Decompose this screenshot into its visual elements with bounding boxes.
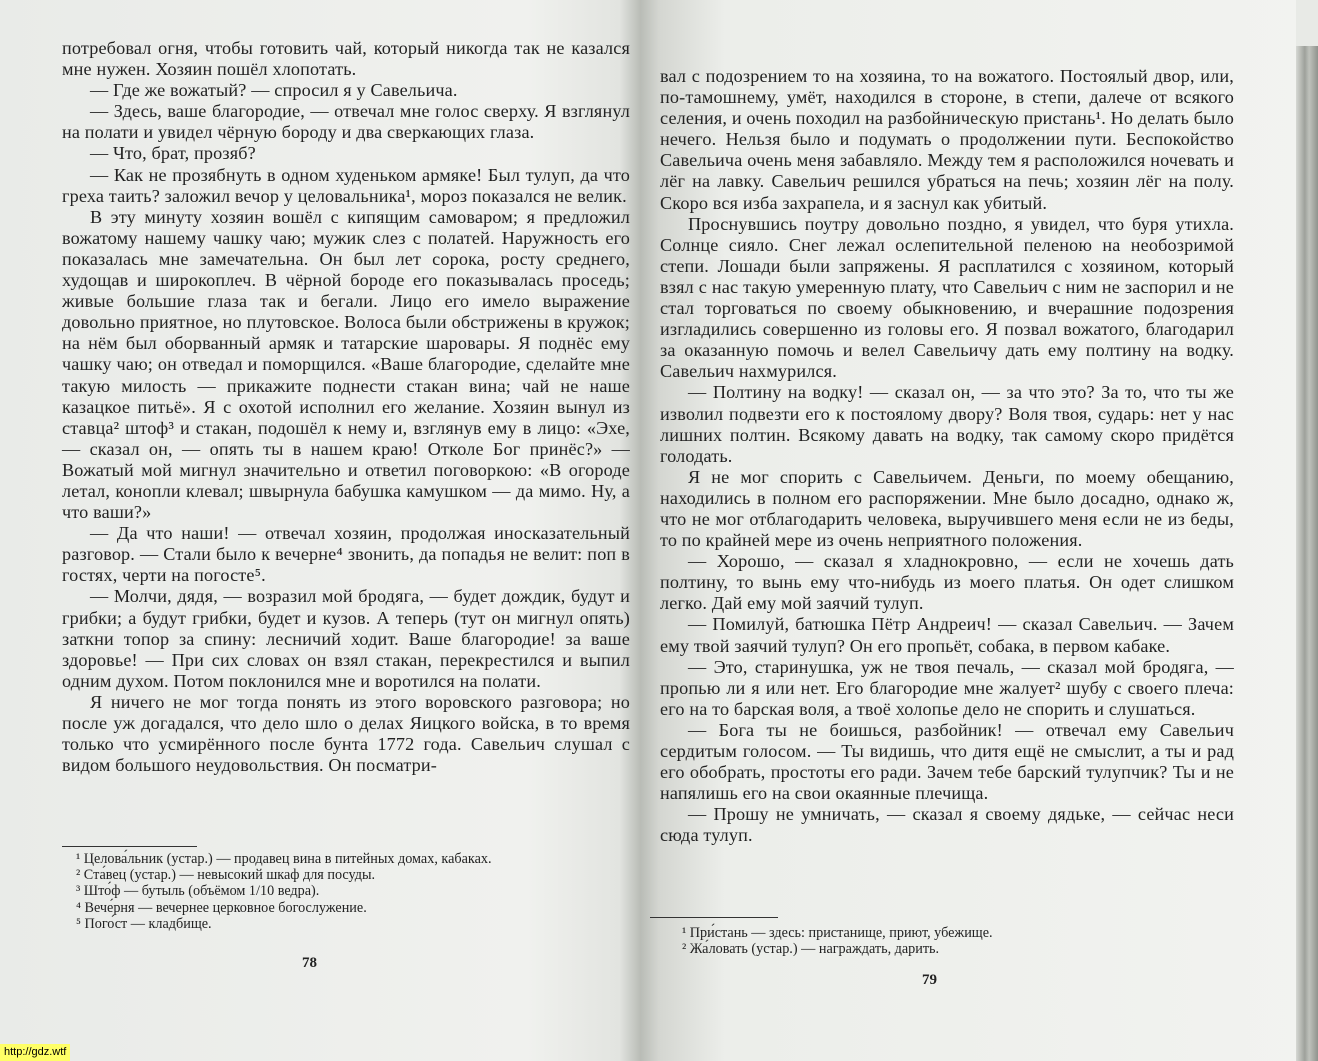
paragraph: — Полтину на водку! — сказал он, — за что это? За то, что ты же изволил подвезти его к постоялому двору? Воля твоя, сударь: нет у нас лишних полтин. Всякому давать на водку, так самому скоро придётся голодать. bbox=[660, 382, 1234, 466]
footnote: ² Жа́ловать (устар.) — награждать, дарить. bbox=[682, 941, 940, 958]
right-page-text bbox=[660, 66, 1234, 846]
paragraph: — Как не прозябнуть в одном худеньком армяке! Был тулуп, да что греха таить? заложил вечор у целовальника¹, мороз показался не велик. bbox=[62, 164, 630, 206]
paragraph: В эту минуту хозяин вошёл с кипящим самоваром; я предложил вожатому нашему чашку чаю; мужик слез с полатей. Наружность его показалась мне замечательна. Он был лет сорока, росту среднего, худощав и широкоплеч. В чёрной бороде его показывалась проседь; живые большие глаза так и бегали. Лицо его имело выражение довольно приятное, но плутовское. Волоса были обстрижены в кружок; на нём был оборванный армяк и татарские шаровары. Я поднёс ему чашку чаю; он отведал и поморщился. «Ваше благородие, сделайте мне такую милость — прикажите поднести стакан вина; чай не наше казацкое питьё». Я с охотой исполнил его желание. Хозяин вынул из ставца² штоф³ и стакан, подошёл к нему и, взглянув ему в лицо: «Эхе, — сказал он, — опять ты в нашем краю! Отколе Бог принёс?» — Вожатый мой мигнул значительно и ответил поговоркою: «В огороде летал, конопли клевал; швырнула бабушка камушком — да мимо. Ну, а что ваши?» bbox=[62, 206, 630, 523]
left-page bbox=[0, 0, 648, 1061]
paragraph: Я ничего не мог тогда понять из этого воровского разговора; но после уж догадался, что дело шло о делах Яицкого войска, в то время только что усмирённого после бунта 1772 года. Савельич слушал с видом большого неудовольствия. Он посматри- bbox=[62, 691, 630, 776]
paragraph: вал с подозрением то на хозяина, то на вожатого. Постоялый двор, или, по-тамошнему, умёт, находился в стороне, в степи, далече от всякого селения, и очень походил на разбойническую пристань¹. Но делать было нечего. Нельзя было и подумать о продолжении пути. Беспокойство Савельича очень меня забавляло. Между тем я расположился ночевать и лёг на лавку. Савельич решился убраться на печь; хозяин лёг на полу. Скоро вся изба захрапела, и я заснул как убитый. bbox=[660, 66, 1234, 213]
paragraph: потребовал огня, чтобы готовить чай, который никогда так не казался мне нужен. Хозяин пошёл хлопотать. bbox=[62, 38, 630, 80]
paragraph: — Да что наши! — отвечал хозяин, продолжая иносказательный разговор. — Стали было к вечерне⁴ звонить, да попадья не велит: поп в гостях, черти на погосте⁵. bbox=[62, 523, 630, 586]
watermark-link[interactable]: http://gdz.wtf bbox=[0, 1044, 70, 1061]
footnote: ³ Што́ф — бутыль (объёмом 1/10 ведра). bbox=[76, 883, 320, 900]
right-footnotes bbox=[668, 925, 1188, 957]
footnote: ¹ Целова́льник (устар.) — продавец вина в питейных домах, кабаках. bbox=[76, 851, 492, 867]
paragraph: Проснувшись поутру довольно поздно, я увидел, что буря утихла. Солнце сияло. Снег лежал ослепительной пеленою на необозримой степи. Лошади были запряжены. Я расплатился с хозяином, который взял с нас такую умеренную плату, что Савельич с ним не заспорил и не стал торговаться по своему обыкновению, и вчерашние подозрения изгладились совершенно из головы его. Я позвал вожатого, благодарил за оказанную помочь и велел Савельичу дать ему полтину на водку. Савельич нахмурился. bbox=[660, 213, 1234, 382]
page-number: 79 bbox=[922, 972, 937, 988]
right-page bbox=[650, 0, 1318, 1061]
left-footnotes bbox=[62, 851, 622, 932]
paragraph: — Хорошо, — сказал я хладнокровно, — если не хочешь дать полтину, то вынь ему что-нибудь из моего платья. Он одет слишком легко. Дай ему мой заячий тулуп. bbox=[660, 551, 1234, 614]
background-corner bbox=[1296, 0, 1318, 46]
paragraph: Я не мог спорить с Савельичем. Деньги, по моему обещанию, находились в полном его распоряжении. Мне было досадно, однако ж, что не мог отблагодарить человека, выручившего меня если не из беды, то по крайней мере из очень неприятного положения. bbox=[660, 466, 1234, 551]
paragraph: — Что, брат, прозяб? bbox=[90, 143, 256, 164]
paragraph: — Молчи, дядя, — возразил мой бродяга, — будет дождик, будут и грибки; а будут грибки, будет и кузов. А теперь (тут он мигнул опять) заткни топор за спину: лесничий ходит. Ваше благородие! за ваше здоровье! — При сих словах он взял стакан, перекрестился и выпил одним духом. Потом поклонился мне и воротился на полати. bbox=[62, 586, 630, 691]
footnote: ² Ста́вец (устар.) — невысокий шкаф для посуды. bbox=[76, 867, 376, 884]
page-number: 78 bbox=[302, 955, 317, 971]
paragraph: — Бога ты не боишься, разбойник! — отвечал ему Савельич сердитым голосом. — Ты видишь, что дитя ещё не смыслит, а ты и рад его обобрать, простоты его ради. Зачем тебе барский тулупчик? Ты и не напялишь его на свои окаянные плечища. bbox=[660, 719, 1234, 804]
footnote: ⁴ Вече́рня — вечернее церковное богослужение. bbox=[76, 899, 367, 916]
book-edge bbox=[1296, 0, 1318, 1061]
footnote: ¹ При́стань — здесь: пристанище, приют, убежище. bbox=[682, 925, 993, 941]
footnote-divider bbox=[650, 917, 778, 918]
left-page-text bbox=[62, 38, 630, 776]
paragraph: — Помилуй, батюшка Пётр Андреич! — сказал Савельич. — Зачем ему твой заячий тулуп? Он его пропьёт, собака, в первом кабаке. bbox=[660, 614, 1234, 656]
paragraph: — Где же вожатый? — спросил я у Савельича. bbox=[90, 80, 458, 101]
paragraph: — Это, старинушка, уж не твоя печаль, — сказал мой бродяга, — пропью ли я или нет. Его благородие мне жалует² шубу с своего плеча: его на то барская воля, а твоё холопье дело не спорить и слушаться. bbox=[660, 656, 1234, 719]
footnote: ⁵ Пого́ст — кладбище. bbox=[76, 915, 212, 932]
paragraph: — Прошу не умничать, — сказал я своему дядьке, — сейчас неси сюда тулуп. bbox=[660, 804, 1234, 846]
footnote-divider bbox=[62, 846, 197, 847]
paragraph: — Здесь, ваше благородие, — отвечал мне голос сверху. Я взглянул на полати и увидел чёрную бороду и два сверкающих глаза. bbox=[62, 101, 630, 143]
